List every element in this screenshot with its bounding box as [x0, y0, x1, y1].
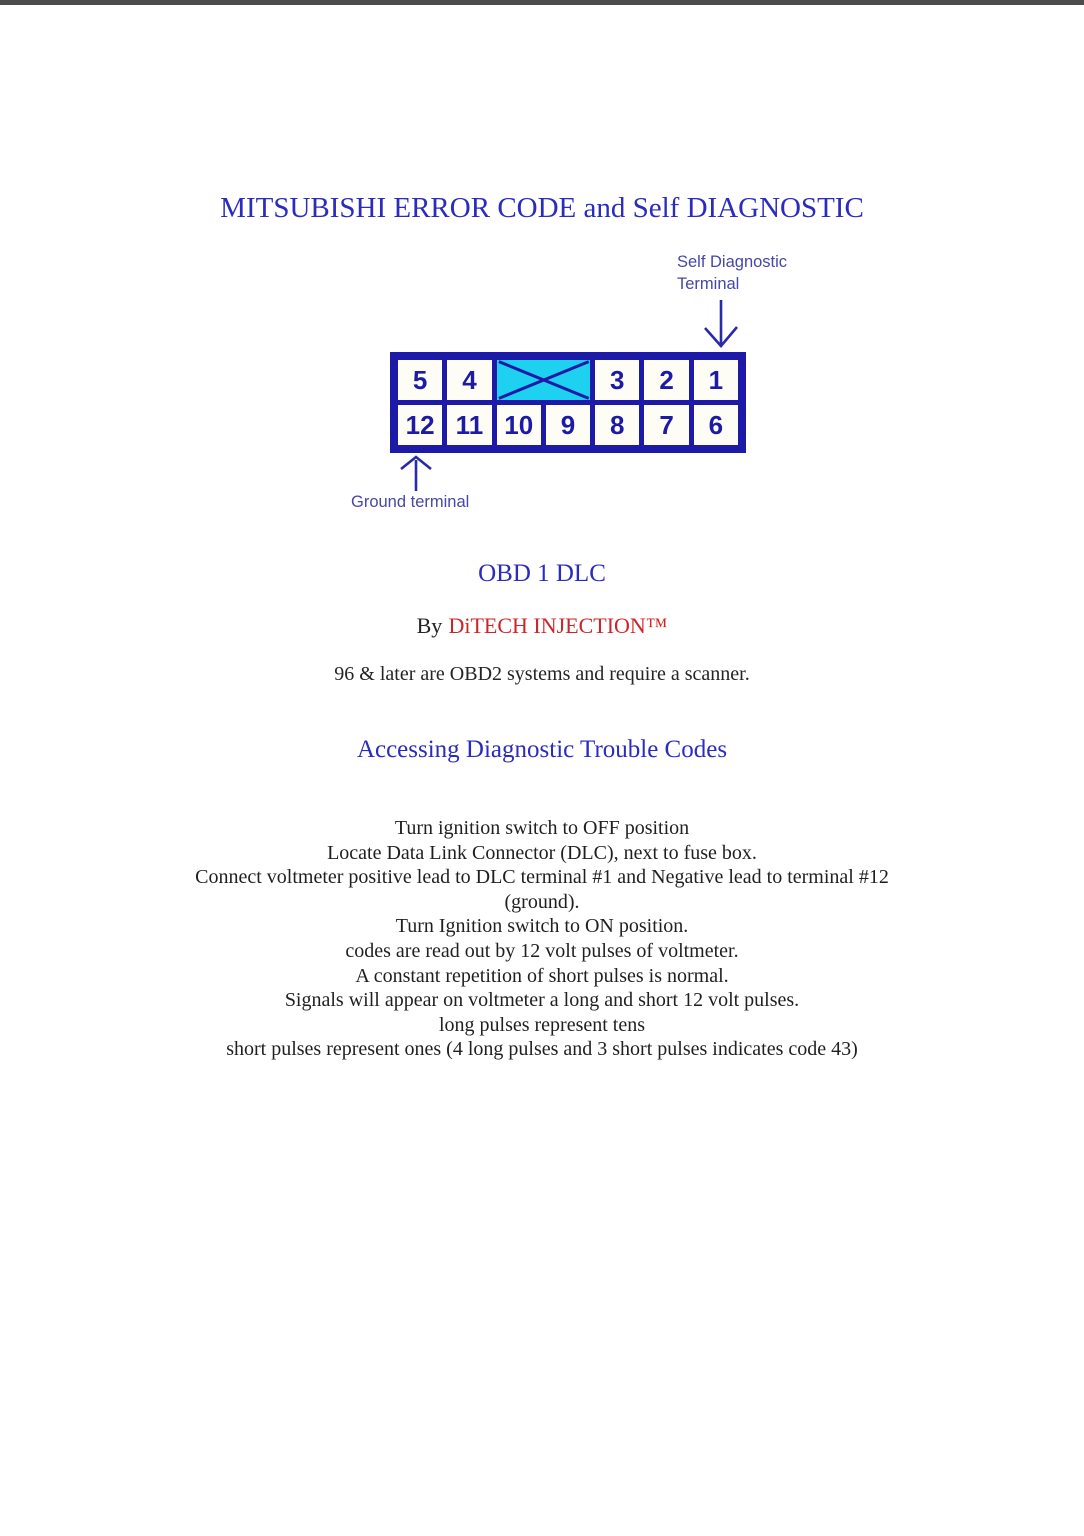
instruction-line-8: Signals will appear on voltmeter a long and short 12 volt pulses. — [284, 989, 800, 1012]
terminal-6: 6 — [694, 405, 738, 445]
ground-terminal-label: Ground terminal — [351, 493, 470, 511]
terminal-11: 11 — [447, 405, 491, 445]
instructions-block — [0, 816, 1084, 1062]
instruction-line-2: Locate Data Link Connector (DLC), next to fuse box. — [327, 841, 757, 864]
self-diagnostic-terminal-label — [677, 251, 787, 295]
terminal-3: 3 — [595, 360, 639, 400]
obd1-dlc-heading: OBD 1 DLC — [478, 560, 606, 587]
terminal-5: 5 — [398, 360, 442, 400]
blocked-terminal-cell — [497, 360, 591, 400]
instruction-line-4: (ground). — [504, 890, 580, 913]
accessing-codes-heading: Accessing Diagnostic Trouble Codes — [356, 736, 728, 763]
terminal-2: 2 — [644, 360, 688, 400]
terminal-8: 8 — [595, 405, 639, 445]
terminal-7: 7 — [644, 405, 688, 445]
instruction-line-1: Turn ignition switch to OFF position — [394, 817, 690, 839]
terminal-4: 4 — [447, 360, 491, 400]
instruction-line-9: long pulses represent tens — [438, 1013, 646, 1036]
up-arrow-icon — [398, 454, 434, 494]
instruction-line-7: A constant repetition of short pulses is normal. — [355, 964, 729, 987]
byline — [0, 613, 1084, 639]
byline-prefix: By — [416, 613, 443, 638]
scan-edge-bar — [0, 0, 1084, 5]
byline-brand: DiTECH INJECTION™ — [448, 613, 668, 638]
instruction-line-6: codes are read out by 12 volt pulses of voltmeter. — [345, 939, 739, 962]
terminal-1: 1 — [694, 360, 738, 400]
self-diagnostic-terminal-label-line2: Terminal — [677, 275, 740, 293]
dlc-connector-diagram — [390, 352, 746, 453]
terminal-10: 10 — [497, 405, 541, 445]
terminal-12: 12 — [398, 405, 442, 445]
instruction-line-5: Turn Ignition switch to ON position. — [395, 915, 689, 938]
obd2-note: 96 & later are OBD2 systems and require a scanner. — [334, 663, 750, 685]
x-cross-icon — [497, 360, 591, 400]
instruction-line-10: short pulses represent ones (4 long pulses and 3 short pulses indicates code 43) — [226, 1038, 858, 1061]
page-title: MITSUBISHI ERROR CODE and Self DIAGNOSTIC — [220, 192, 864, 224]
terminal-9: 9 — [546, 405, 590, 445]
self-diagnostic-terminal-label-line1: Self Diagnostic — [677, 253, 788, 271]
down-arrow-icon — [701, 296, 741, 350]
instruction-line-3: Connect voltmeter positive lead to DLC terminal #1 and Negative lead to terminal #12 — [195, 866, 889, 889]
